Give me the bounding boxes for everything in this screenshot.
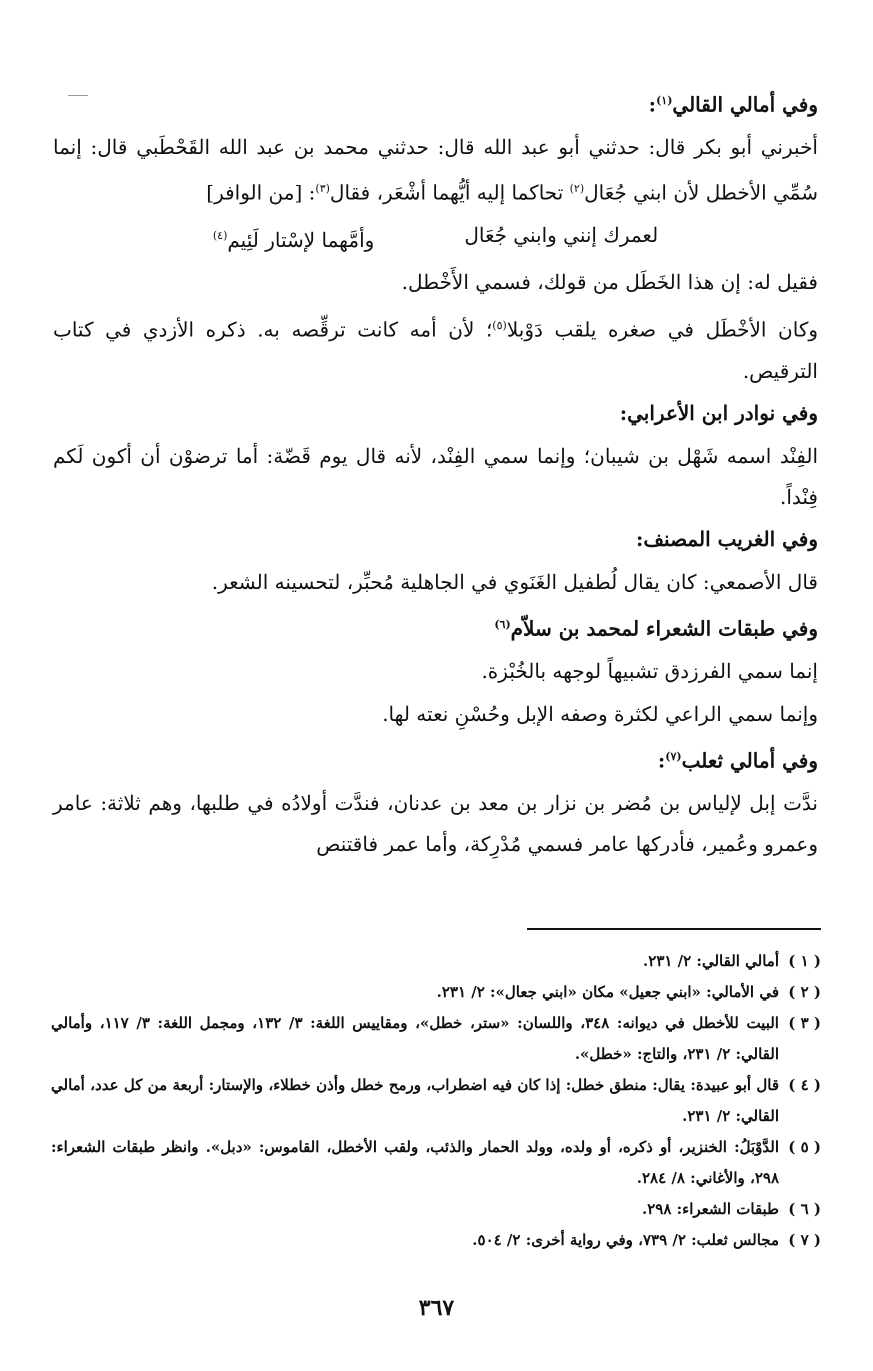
- text-span: تحاكما إليه أيُّهما أشْعَر، فقال: [329, 180, 570, 205]
- paragraph-akhtal-story: [53, 127, 818, 214]
- footnote-ref-3: (٣): [315, 182, 330, 196]
- paragraph-khatal: فقيل له: إن هذا الخَطَل من قولك، فسمي الأَخْطل.: [401, 270, 818, 295]
- footnote-3: [51, 1008, 821, 1070]
- footnote-separator: [527, 928, 821, 930]
- paragraph-find: الفِنْد اسمه شَهْل بن شيبان؛ وإنما سمي الفِنْد، لأنه قال يوم قَضّة: أما ترضوْن أن أكون لَكم فِنْداً.: [53, 443, 818, 509]
- footnote-number: ( ٦ ): [788, 1200, 821, 1218]
- footnote-ref-5: (٥): [492, 318, 507, 332]
- text-span: :: [648, 92, 657, 117]
- footnote-text: مجالس ثعلب: ٢/ ٧٣٩، وفي رواية أخرى: ٢/ ٥٠٤.: [472, 1231, 779, 1249]
- verse-first-hemistich: لعمرك إنني وابني جُعَال: [464, 223, 659, 248]
- footnotes: [51, 946, 821, 1256]
- footnote-ref-4: (٤): [212, 229, 228, 243]
- footnote-text: البيت للأخطل في ديوانه: ٣٤٨، واللسان: «ستر، خطل»، ومقاييس اللغة: ٣/ ١٣٢، ومجمل اللغة: ٣/ ١١٧، وأمالي القالي: ٢/ ٢٣١، والتاج: «خطل».: [51, 1014, 779, 1063]
- text-span: وفي أمالي ثعلب: [681, 748, 818, 773]
- paragraph-rai: وإنما سمي الراعي لكثرة وصفه الإبل وحُسْنِ نعته لها.: [382, 701, 818, 726]
- footnote-1: [51, 946, 821, 977]
- paragraph-ilyas: ندَّت إبل لإلياس بن مُضر بن نزار بن معد بن عدنان، فندَّت أولادُه في طلبها، وهم ثلاثة: عامر وعمرو وعُمير، فأدركها عامر فسمي مُدْرِكة، وأما عمر فاقتنص: [53, 791, 818, 857]
- footnote-number: ( ٢ ): [788, 983, 821, 1001]
- paragraph-heading-thalab: [53, 736, 818, 782]
- footnote-7: [51, 1225, 821, 1256]
- footnote-ref-7: (٧): [665, 750, 682, 764]
- text-span: أخبرني أبو بكر قال: حدثني أبو عبد الله قال: حدثني محمد بن عبد الله القَحْطَبي قال: إنما سُمِّي الأخطل لأن ابني جُعَال: [53, 135, 818, 205]
- paragraph-tufail: قال الأصمعي: كان يقال لُطفيل الغَنَوي في الجاهلية مُحبِّر، لتحسينه الشعر.: [211, 569, 818, 594]
- text-span: وكان الأخْطَل في صغره يلقب دَوْبلا: [506, 317, 818, 342]
- text-span: وفي أمالي القالي: [672, 92, 818, 117]
- verse-second-hemistich: [213, 215, 374, 261]
- footnote-6: [51, 1194, 821, 1225]
- paragraph-farazdaq: إنما سمي الفرزدق تشبيهاً لوجهه بالخُبْزة.: [481, 659, 818, 684]
- footnote-number: ( ٧ ): [788, 1231, 821, 1249]
- footnote-4: [51, 1070, 821, 1132]
- footnote-number: ( ٣ ): [788, 1014, 821, 1032]
- footnote-text: في الأمالي: «ابني جعيل» مكان «ابني جعال»: ٢/ ٢٣١.: [436, 983, 779, 1001]
- footnote-number: ( ٤ ): [788, 1076, 821, 1094]
- footnote-5: [51, 1132, 821, 1194]
- paragraph-heading-nawadir: وفي نوادر ابن الأعرابي:: [619, 401, 818, 426]
- paragraph-dawbal: [53, 305, 818, 392]
- footnote-number: ( ٥ ): [788, 1138, 821, 1156]
- text-span: وفي طبقات الشعراء لمحمد بن سلاّم: [510, 616, 818, 641]
- poem-verse: [53, 215, 818, 261]
- text-span: :: [657, 748, 666, 773]
- footnote-2: [51, 977, 821, 1008]
- footnote-ref-6: (٦): [494, 618, 511, 632]
- footnote-text: قال أبو عبيدة: يقال: منطق خطل: إذا كان فيه اضطراب، ورمح خطل وأذن خطلاء، والإستار: أربعة من كل عدد، أمالي القالي: ٢/ ٢٣١.: [51, 1076, 779, 1125]
- text-span: وأمَّهما لإسْتار لَئِيم: [227, 227, 375, 252]
- footnote-number: ( ١ ): [788, 952, 821, 970]
- paragraph-heading-gharib: وفي الغريب المصنف:: [635, 527, 818, 552]
- text-span: : [من الوافر]: [206, 180, 316, 205]
- footnote-text: طبقات الشعراء: ٢٩٨.: [642, 1200, 779, 1218]
- page-number: ٣٦٧: [418, 1295, 455, 1321]
- main-text: [53, 80, 818, 867]
- paragraph-heading-tabaqat: [53, 604, 818, 650]
- text-span: ؛ لأن أمه كانت ترقِّصه به. ذكره الأزدي في كتاب الترقيص.: [53, 317, 818, 383]
- footnote-ref-2: (٢): [569, 182, 585, 196]
- footnote-text: الدَّوْبَلُ: الخنزير، أو ذكره، أو ولده، وولد الحمار والذئب، ولقب الأخطل، القاموس: «دبل». وانظر طبقات الشعراء: ٢٩٨، والأغاني: ٨/ ٢٨٤.: [51, 1138, 779, 1187]
- footnote-ref-1: (١): [656, 94, 673, 107]
- paragraph-heading-qali: [53, 80, 818, 126]
- footnote-text: أمالي القالي: ٢/ ٢٣١.: [643, 952, 779, 970]
